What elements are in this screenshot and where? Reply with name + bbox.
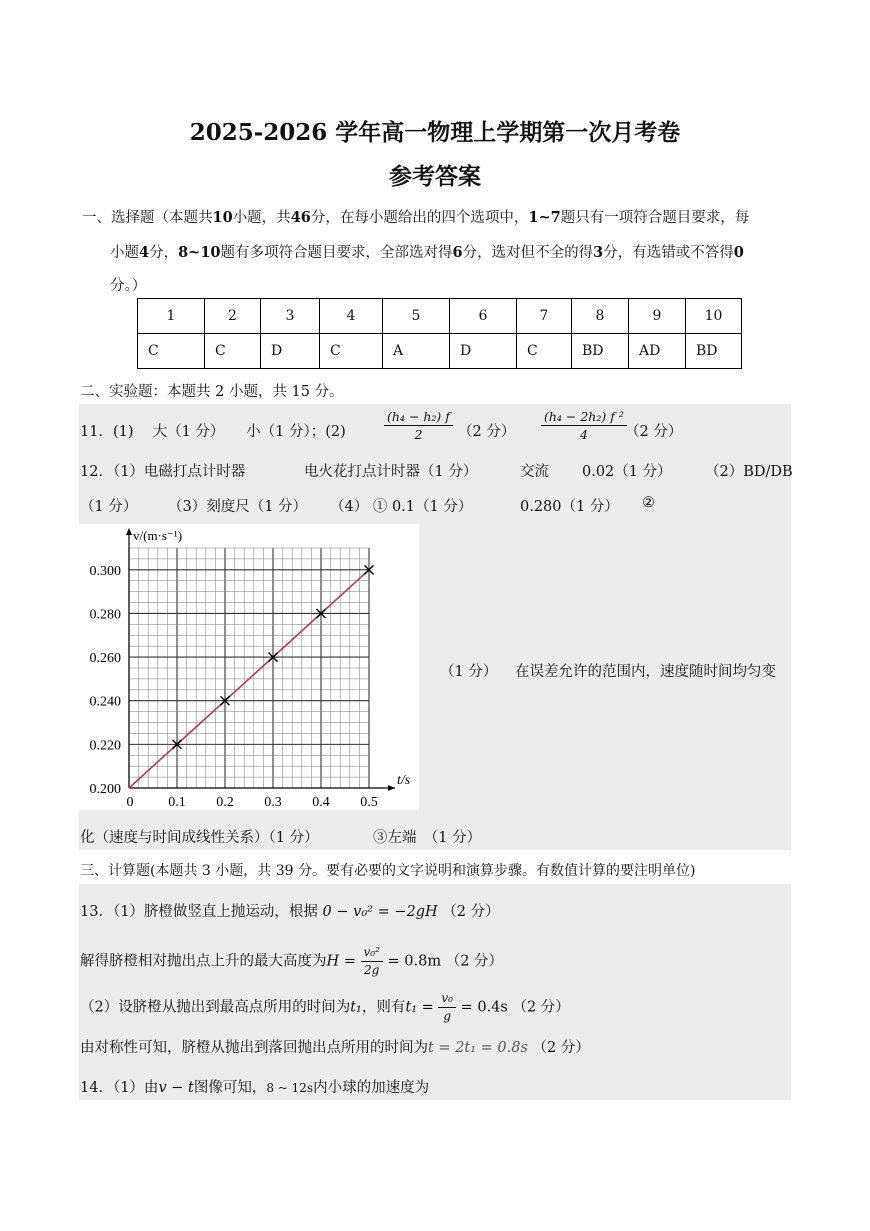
q11-score-1: （2 分） <box>458 424 516 440</box>
table-cell: C <box>320 334 383 369</box>
q12-line2-a: （1 分） <box>80 499 138 515</box>
table-cell: 6 <box>450 299 517 334</box>
table-cell: D <box>450 334 517 369</box>
q12-line3-a: 化（速度与时间成线性关系）（1 分） <box>80 830 319 846</box>
q12-right-score: （1 分） <box>440 664 498 680</box>
x-axis-arrow <box>388 785 395 791</box>
q12-right-text: 在误差允许的范围内，速度随时间均匀变 <box>515 664 776 680</box>
x-tick-label: 0.3 <box>264 795 282 810</box>
q11-fraction-1: $\frac{\text{(h₄ − h₂) f}}{2}$ <box>384 408 453 443</box>
table-cell: 9 <box>629 299 686 334</box>
q14-line1: 14．（1）由v − t图像可知，8 ~ 12s内小球的加速度为 <box>80 1080 430 1096</box>
q12-line1-b: 电火花打点计时器（1 分） <box>304 464 478 480</box>
q13-fraction-h: $\frac{\text{v₀²}}{2g}$ <box>361 944 383 979</box>
q13-line4: 由对称性可知，脐橙从抛出到落回抛出点所用的时间为t = 2t₁ = 0.8s （2 分） <box>80 1040 590 1056</box>
q13-line2: 解得脐橙相对抛出点上升的最大高度为H = $\frac{\text{v₀²}}{2g}$ = 0.8m （2 分） <box>80 945 504 977</box>
table-cell: C <box>517 334 572 369</box>
q12-line1-e: （2）BD/DB <box>705 464 793 480</box>
section1-line1: 一、选择题（本题共10小题，共46分，在每小题给出的四个选项中，1~7题只有一项符合题目要求，每 <box>82 209 750 226</box>
q12-line1-d: 0.02（1 分） <box>582 464 672 480</box>
x-tick-label: 0 <box>126 795 134 810</box>
q13-line3: （2）设脐橙从抛出到最高点所用的时间为t₁，则有t₁ = $\frac{\text{v₀}}{g}$ = 0.4s （2 分） <box>80 991 570 1023</box>
q12-line2-b: （3）刻度尺（1 分） <box>168 499 308 515</box>
y-axis-arrow <box>126 528 132 535</box>
table-cell: BD <box>572 334 629 369</box>
table-cell: A <box>383 334 450 369</box>
y-tick-label: 0.220 <box>89 738 121 754</box>
q13-line1: 13．（1）脐橙做竖直上抛运动，根据 0 − v₀² = −2gH （2 分） <box>80 904 500 920</box>
table-cell: AD <box>629 334 686 369</box>
q12-line3-b: ③左端 （1 分） <box>373 830 482 846</box>
y-tick-label: 0.300 <box>89 563 121 579</box>
q12-line2-c: （4） ① 0.1（1 分） <box>330 499 473 515</box>
q12-line1-a: 12．（1）电磁打点计时器 <box>80 464 246 480</box>
table-cell: BD <box>686 334 742 369</box>
answer-table-header-row <box>138 299 742 334</box>
table-cell: 5 <box>383 299 450 334</box>
table-cell: C <box>205 334 261 369</box>
table-cell: 3 <box>261 299 320 334</box>
table-cell: 10 <box>686 299 742 334</box>
q13-fraction-t: $\frac{\text{v₀}}{g}$ <box>438 990 456 1025</box>
table-cell: 7 <box>517 299 572 334</box>
x-tick-label: 0.4 <box>312 795 330 810</box>
answer-table <box>137 298 742 369</box>
x-tick-label: 0.5 <box>360 795 378 810</box>
section1-line3: 分。） <box>110 278 147 294</box>
y-tick-label: 0.280 <box>89 607 121 623</box>
section1-line2: 小题4分，8~10题有多项符合题目要求，全部选对得6分，选对但不全的得3分，有选错或不答得0 <box>110 244 744 261</box>
x-axis-label: t/s <box>397 773 411 788</box>
y-tick-label: 0.260 <box>89 651 121 667</box>
section2-heading: 二、实验题：本题共 2 小题，共 15 分。 <box>80 384 344 400</box>
q12-line2-d: 0.280（1 分） <box>520 499 619 515</box>
x-tick-label: 0.1 <box>168 795 186 810</box>
x-tick-label: 0.2 <box>216 795 234 810</box>
table-cell: 2 <box>205 299 261 334</box>
chart-axes <box>126 528 395 791</box>
answer-table-answer-row <box>138 334 742 369</box>
table-cell: 1 <box>138 299 205 334</box>
table-cell: 4 <box>320 299 383 334</box>
y-tick-label: 0.200 <box>89 782 121 797</box>
page-subtitle: 参考答案 <box>389 163 481 190</box>
velocity-time-chart <box>79 524 419 810</box>
chart-grid <box>129 548 369 788</box>
q11-label: 11．(1) 大（1 分） 小（1 分）；(2) <box>80 424 346 440</box>
y-axis-label: v/(m·s⁻¹) <box>133 528 183 543</box>
chart-marks <box>129 565 374 788</box>
q13-equation-1: 0 − v₀² = −2gH <box>322 904 438 920</box>
q12-line1-c: 交流 <box>520 464 549 480</box>
page-title: 2025-2026 学年高一物理上学期第一次月考卷 <box>189 119 681 146</box>
table-cell: C <box>138 334 205 369</box>
table-cell: D <box>261 334 320 369</box>
section3-heading: 三、计算题(本题共 3 小题，共 39 分。要有必要的文字说明和演算步骤。有数值计算的要注明单位) <box>80 863 696 879</box>
y-tick-label: 0.240 <box>89 694 121 710</box>
q12-line2-e: ② <box>642 495 655 511</box>
q11-fraction-2: $\frac{\text{(h₄ − 2h₂) f ²}}{4}$ <box>541 408 627 443</box>
table-cell: 8 <box>572 299 629 334</box>
q11-score-2: （2 分） <box>625 424 683 440</box>
